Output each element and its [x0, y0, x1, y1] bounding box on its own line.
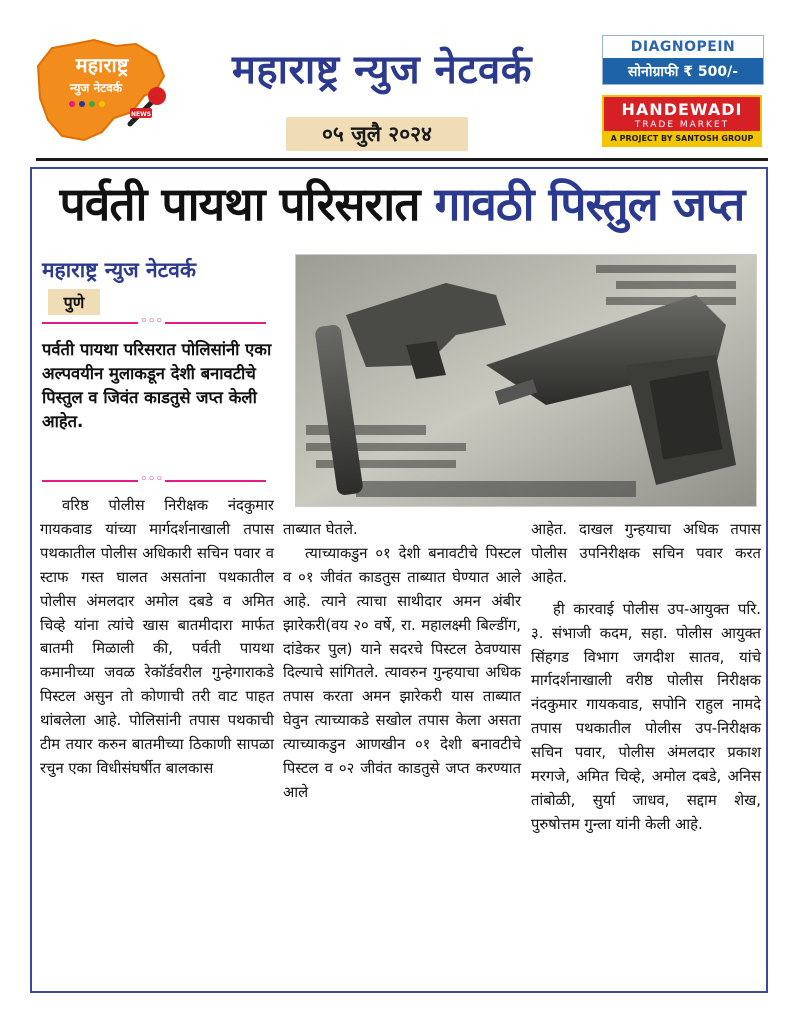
article-column-2 — [283, 518, 521, 805]
article-column-3 — [531, 518, 761, 837]
logo-title: महाराष्ट्र — [75, 53, 129, 77]
masthead-divider — [36, 158, 768, 161]
mic-label: NEWS — [130, 111, 152, 118]
article-column-1: वरिष्ठ पोलीस निरीक्षक नंदकुमार गायकवाड यांच्या मार्गदर्शनाखाली तपास पथकातील पोलीस अधिकारी सचिन पवार व स्टाफ गस्त घालत असतांना पथकातील पोलीस अंमलदार अमोल दबडे व अमित चिव्हे यांना त्यांचे खास बातमीदारा मार्फत बातमी मिळाली की, पर्वती पायथा कमानीच्या जवळ रेकॉर्डवरील गुन्हेगाराकडे पिस्टल असुन तो कोणाची तरी वाट पाहत थांबलेला आहे. पोलिसांनी तपास पथकाची टीम तयार करुन बातमीच्या ठिकाणी सापळा रचुन एका विधीसंघर्षीत बालकास — [40, 497, 274, 777]
dateline-city: पुणे — [48, 289, 100, 315]
article-photo — [295, 254, 757, 507]
ad-handewadi-brand: HANDEWADI — [621, 100, 743, 119]
column-2-continuation: ताब्यात घेतले. — [283, 521, 358, 538]
column-3-paragraph-2: ही कारवाई पोलीस उप-आयुक्त परि. ३. संभाजी कदम, सहा. पोलीस आयुक्त सिंहगड विभाग जगदीश सातव, यांचे मार्गदर्शनाखाली वरीष्ठ पोलीस निरीक्षक नंदकुमार गायकवाड, सपोनि राहुल नामदे तपास पथकातील पोलीस उप-निरीक्षक सचिन पवार, पोलीस अंमलदार प्रकाश मरगजे, अमित चिव्हे, अमोल दबडे, अनिस तांबोळी, सुर्या जाधव, सद्दाम शेख, पुरुषोत्तम गुन्ला यांनी केली आहे. — [531, 600, 761, 833]
headline — [38, 172, 766, 234]
column-2-paragraph: त्याच्याकडुन ०१ देशी बनावटीचे पिस्टल व ०१ जीवंत काडतुस ताब्यात घेण्यात आले आहे. त्याने त्याचा साथीदार अमन अंबीर झारेकरी(वय २० वर्षे, रा. महालक्ष्मी बिल्डींग, दांडेकर पुल) याने सदरचे पिस्टल ठेवण्यास दिल्याचे सांगितले. त्यावरुन गुन्हयाचा अधिक तपास करता अमन झारेकरी यास ताब्यात घेवुन त्याच्याकडे सखोल तपास केला असता त्याच्याकडुन आणखीन ०१ देशी बनावटीचे पिस्टल व ०२ जीवंत काडतुसे जप्त करण्यात आले — [283, 544, 521, 801]
ad-diagnopein[interactable] — [602, 35, 764, 85]
ornament-icon: ◦◦◦ — [140, 314, 164, 329]
issue-date: ०५ जुलै २०२४ — [286, 117, 468, 151]
column-3-paragraph-1: आहेत. दाखल गुन्हयाचा अधिक तपास पोलीस उपनिरीक्षक सचिन पवार करत आहेत. — [531, 521, 761, 586]
ad-handewadi[interactable] — [602, 95, 762, 147]
ornament-icon: ◦◦◦ — [140, 472, 164, 487]
ad-diagnopein-offer: सोनोग्राफी ₹ 500/- — [603, 58, 763, 84]
headline-part-1: पर्वती पायथा परिसरात — [59, 177, 420, 231]
lead-divider-bottom — [42, 472, 266, 487]
ad-diagnopein-brand: DIAGNOPEIN — [630, 39, 736, 55]
ad-handewadi-subtitle: TRADE MARKET — [634, 120, 730, 130]
headline-part-2: गावठी पिस्तुल जप्त — [434, 177, 745, 231]
logo-subtitle: न्युज नेटवर्क — [69, 81, 123, 95]
masthead-title: महाराष्ट्र न्युज नेटवर्क — [232, 47, 532, 93]
pistol-photo-icon — [296, 255, 756, 506]
masthead-logo — [32, 36, 172, 146]
ad-handewadi-tagline: A PROJECT BY SANTOSH GROUP — [604, 131, 760, 145]
byline: महाराष्ट्र न्युज नेटवर्क — [42, 258, 197, 282]
lead-paragraph: पर्वती पायथा परिसरात पोलिसांनी एका अल्पवयीन मुलाकडून देशी बनावटीचे पिस्तुल व जिवंत काडतुसे जप्त केली आहेत. — [42, 340, 272, 431]
lead-divider-top — [42, 314, 266, 329]
maharashtra-map-icon — [32, 36, 172, 146]
